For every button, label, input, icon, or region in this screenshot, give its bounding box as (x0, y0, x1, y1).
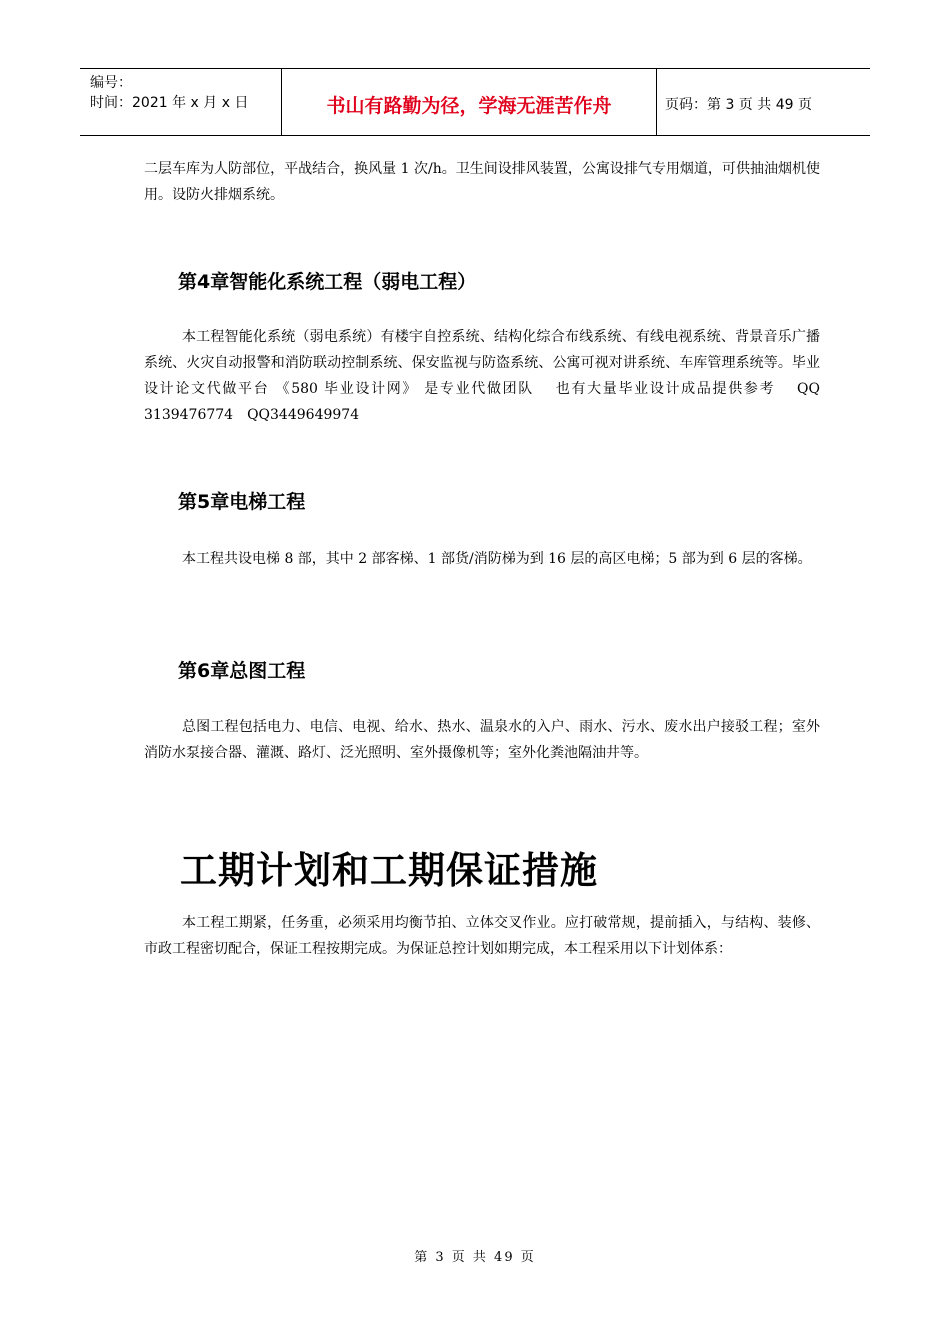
paragraph-schedule (144, 910, 820, 962)
section-heading: 工期计划和工期保证措施 (180, 848, 598, 892)
page-footer: 第 3 页 共 49 页 (414, 1250, 536, 1265)
number-label: 编号： (90, 75, 132, 91)
header-motto: 书山有路勤为径，学海无涯苦作舟 (282, 69, 657, 135)
chapter-4-heading: 第4章智能化系统工程（弱电工程） (178, 271, 477, 293)
paragraph-text: 二层车库为人防部位，平战结合，换风量 1 次/h。卫生间设排风装置，公寓设排气专用烟道，可供抽油烟机使用。设防火排烟系统。 (144, 161, 820, 203)
date-label: 时间：2021 年 x 月 x 日 (90, 95, 249, 111)
paragraph-elevator (144, 546, 820, 572)
chapter-5-heading: 第5章电梯工程 (178, 491, 306, 513)
header-info (80, 69, 282, 135)
header-page-label: 页码：第 3 页 共 49 页 (665, 97, 812, 113)
chapter-6-heading: 第6章总图工程 (178, 660, 306, 682)
paragraph-site-plan (144, 714, 820, 766)
paragraph-ventilation (144, 156, 820, 208)
paragraph-text: 本工程工期紧，任务重，必须采用均衡节拍、立体交叉作业。应打破常规，提前插入，与结构、装修、市政工程密切配合，保证工程按期完成。为保证总控计划如期完成，本工程采用以下计划体系： (144, 915, 820, 957)
paragraph-intelligent-system (144, 324, 820, 428)
page-header (80, 68, 870, 136)
paragraph-text: 本工程智能化系统（弱电系统）有楼宇自控系统、结构化综合布线系统、有线电视系统、背景音乐广播系统、火灾自动报警和消防联动控制系统、保安监视与防盗系统、公寓可视对讲系统、车库管理系统等。毕业设计论文代做平台 《580 毕业设计网》 是专业代做团队 也有大量毕业设计成品提供参考 QQ 3139476774 QQ3449649974 (144, 329, 820, 423)
paragraph-text: 本工程共设电梯 8 部，其中 2 部客梯、1 部货/消防梯为到 16 层的高区电梯；5 部为到 6 层的客梯。 (182, 551, 812, 567)
paragraph-text: 总图工程包括电力、电信、电视、给水、热水、温泉水的入户、雨水、污水、废水出户接驳工程；室外消防水泵接合器、灌溉、路灯、泛光照明、室外摄像机等；室外化粪池隔油井等。 (144, 719, 820, 761)
